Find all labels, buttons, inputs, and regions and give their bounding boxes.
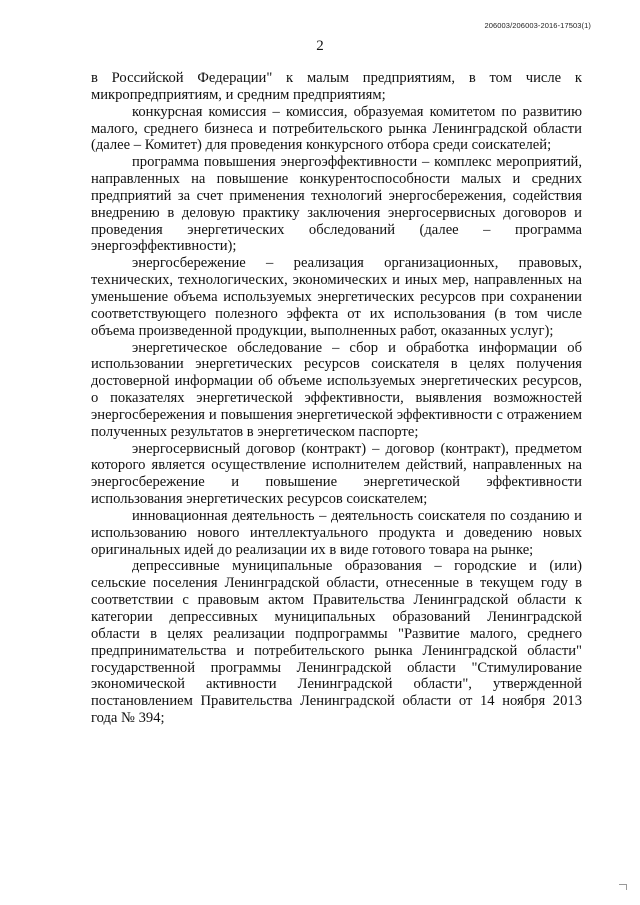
paragraph-energy-service-contract: энергосервисный договор (контракт) – договор (контракт), предметом которого является осуществление исполнителем действий, направленных на энергосбережение и повышение энергетической эффективности использования энергетических ресурсов соискателем; xyxy=(91,440,582,508)
document-body xyxy=(91,70,582,727)
paragraph-innovation-activity: инновационная деятельность – деятельность соискателя по созданию и использованию нового интеллектуального продукта и доведению новых оригинальных идей до реализации их в виде готового товара на рынке; xyxy=(91,507,582,558)
page-number: 2 xyxy=(316,38,324,54)
paragraph-energy-saving: энергосбережение – реализация организационных, правовых, технических, технологических, экономических и иных мер, направленных на уменьшение объема используемых энергетических ресурсов при сохранении соответствующего полезного эффекта от их использования (в том числе объема произведенной продукции, выполненных работ, оказанных услуг); xyxy=(91,255,582,339)
corner-mark xyxy=(619,884,627,890)
document-id: 206003/206003-2016-17503(1) xyxy=(484,21,591,30)
paragraph-efficiency-program: программа повышения энергоэффективности – комплекс мероприятий, направленных на повышение конкурентоспособности малых и средних предприятий за счет применения технологий энергосбережения, содействия внедрению в деловую практику заключения энергосервисных договоров и проведения энергетических обследований (далее – программа энергоэффективности); xyxy=(91,154,582,255)
paragraph-energy-audit: энергетическое обследование – сбор и обработка информации об использовании энергетических ресурсов соискателя в целях получения достоверной информации об объеме используемых энергетических ресурсов, о показателях энергетической эффективности, выявления возможностей энергосбережения и повышения энергетической эффективности с отражением полученных результатов в энергетическом паспорте; xyxy=(91,339,582,440)
paragraph-depressed-municipalities: депрессивные муниципальные образования – городские и (или) сельские поселения Ленинградской области, отнесенные в текущем году в соответствии с правовым актом Правительства Ленинградской области к категории депрессивных муниципальных образований Ленинградской области в целях реализации подпрограммы "Развитие малого, среднего предпринимательства и потребительского рынка Ленинградской области" государственной программы Ленинградской области "Стимулирование экономической активности Ленинградской области", утвержденной постановлением Правительства Ленинградской области от 14 ноября 2013 года № 394; xyxy=(91,558,582,727)
paragraph-competition-commission: конкурсная комиссия – комиссия, образуемая комитетом по развитию малого, среднего бизнеса и потребительского рынка Ленинградской области (далее – Комитет) для проведения конкурсного отбора среди соискателей; xyxy=(91,103,582,154)
paragraph-continuation: в Российской Федерации" к малым предприятиям, в том числе к микропредприятиям, и средним предприятиям; xyxy=(91,70,582,103)
